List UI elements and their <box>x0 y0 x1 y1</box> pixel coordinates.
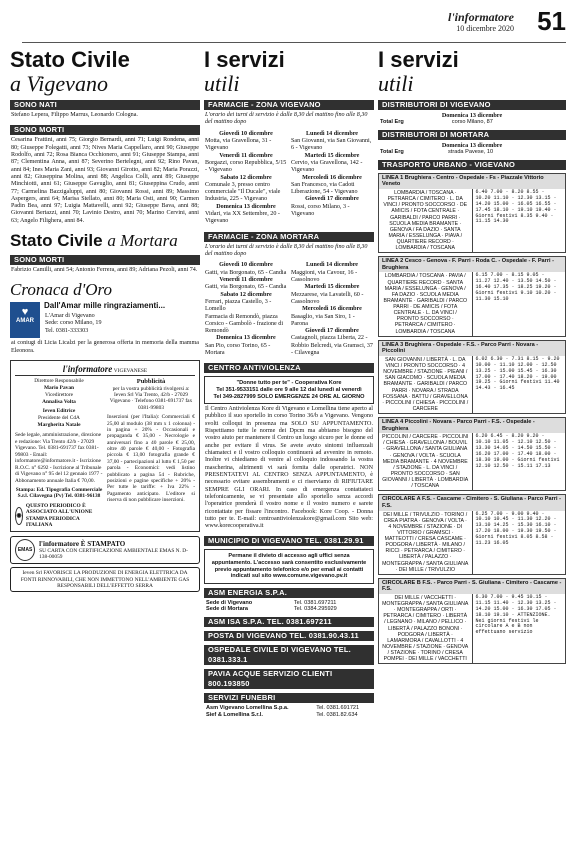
masthead-brand <box>448 10 514 34</box>
table-cell: Sief & Lomellina S.r.l. <box>206 711 263 718</box>
farmacie-mortara-bar: FARMACIE - ZONA MORTARA <box>204 232 374 242</box>
tariffe-text: Inserzioni (per l'Italia): Commerciali € 25,00 al modulo (38 mm x 1 colonna) - in pagina + 20% - Occasionali e propaganda € 35,00 - Necrologie e anniversari fino a 40 parole € 25,00, oltre 40 parole € 40,00 - Fotografia piccola € 13,00 fotografia grande € 37,00 - partecipazioni al lutto € 1,50 per parola - Economici: vedi listino pubblicato a pagina 54 - Rubriche, posizioni e pagine specifiche + 20% - Per tutte le tariffe: + Iva 22% - Pagamento anticipato. L'editore si riserva di non pubblicare inserzioni. <box>107 414 195 504</box>
bus-circolare-a <box>378 494 566 574</box>
servizi-subtitle: utili <box>204 71 240 96</box>
ospedale-bar: OSPEDALE CIVILE DI VIGEVANO TEL. 0381.333.1 <box>204 645 374 665</box>
farmacie-vigevano-intro: L'orario dei turni di servizio è dalle 8,30 del mattino fino alle 8,30 del mattino dopo <box>205 112 368 126</box>
table-row <box>378 119 566 126</box>
mortara-title <box>10 231 200 251</box>
turno-day: Giovedì 10 dicembre <box>219 262 273 269</box>
masthead-rule <box>22 42 566 43</box>
bus-line-stops: DEI MILLE / TRIVULZIO · TORINO / CREA PIATRA · GENOVA / VOLTA · 4 NOVEMBRE / STAZIONE · DI VITTORIO / GRAMSCI · MATTEOTTI / CRESA CASCAME · PODGORA / LIBERTÀ · MILANO / RICCI · PETRARCA / CIMITERO · LIBERTÀ / PALAZZO · MONTEGRAPPA / SANTA GIULIANA · DEI MILLE / TRIVULZIO <box>379 511 473 574</box>
servizi-subtitle-2: utili <box>378 71 414 96</box>
turno-text: Cervio, via Gravellona, 142 - Vigevano <box>291 159 363 174</box>
municipio-bar: MUNICIPIO DI VIGEVANO TEL. 0381.29.91 <box>204 536 374 546</box>
bus-line-1 <box>378 173 566 253</box>
turno-text: Farmacia di Remondò, piazza Corsico - Gambolò - frazione di Remondò <box>205 313 284 335</box>
farmacie-vigevano-bar: FARMACIE - ZONA VIGEVANO <box>204 100 374 110</box>
centro-antiviolenza-bar: CENTRO ANTIVIOLENZA <box>204 363 374 373</box>
distributori-vigevano-bar: DISTRIBUTORI DI VIGEVANO <box>378 100 566 110</box>
bus-line-header: LINEA 3 Brughiera - Ospedale - F.S. - Parco Parri - Novara - Piccolini <box>379 341 565 356</box>
bus-line-2 <box>378 256 566 336</box>
bus-line-stops: PICCOLINI / CARCERE · PICCOLINI / CHIESA · GRAVELLONA / BOUVIL · GRAVELLONA / SANTA GIULIANA · GENOVA / VOLTA · SCUOLA MEDIA BRAMANTE · 4 NOVEMBRE / STAZIONE · L. DA VINCI / PRONTO SOCCORSO · SAN GIOVANNI / LIBERTÀ · LOMBARDIA / TOSCANA <box>379 433 473 490</box>
turno-day: Giovedì 17 dicembre <box>305 196 359 203</box>
usp-text: QUESTO PERIODICO È ASSOCIATO ALL'UNIONE STAMPA PERIODICA ITALIANA <box>25 502 93 528</box>
bus-line-stops: DEI MILLE / VACCHETTI · MONTEGRAPPA / SANTA GIULIANA · MONTEGRAPPA / ORTI · PETRARCA / CIMITERO · LIBERTÀ / LEGNANO · MILANO / PELLICO · LIBERTÀ / PALAZZO BONONI · PODGORA / LIBERTÀ · LAMARMORA / CAVALLOTTI · 4 NOVEMBRE / STAZIONE · GENOVA / STAZIONE · TORINO / CRESA POMPEI · DEI MILLE / VACCHETTI <box>379 594 473 663</box>
turno-day: Giovedì 10 dicembre <box>219 130 273 137</box>
bus-line-header: LINEA 4 Piccolini - Novara - Parco Parri - F.S. - Ospedale - Brughiera <box>379 418 565 433</box>
bus-line-stops: LOMBARDIA / TOSCANA · PAVIA / QUARTIERE RECORD · SANTA MARIA / ESSELUNGA · GENOVA / FA DAZIO · SCUOLA MEDIA BRAMANTE · GARIBALDI / PARCO PARRI · DE AMICIS / FOTA CENTRALE · L. DA VINCI / PRONTO SOCCORSO · PETRARCA / CIMITERO · LOMBARDIA / TOSCANA <box>379 272 473 335</box>
distributori-vigevano-day: Domenica 13 dicembre <box>441 112 503 119</box>
turno-text: Castagnoli, piazza Liberta, 22 - Robbio Belcredi, via Gramsci, 37 - Cilavegna <box>291 335 373 357</box>
bus-line-header: LINEA 2 Cesco - Genova - F. Parri - Roda C. - Ospedale - F. Parri - Brughiera <box>379 257 565 272</box>
sono-nati-bar: SONO NATI <box>10 100 200 110</box>
farmacie-mortara-right <box>291 262 373 357</box>
turno-text: Comunale 3, presso centro commerciale "Il Ducale", viale Industria, 225 - Vigevano <box>205 181 281 203</box>
turno-text: Gatti, via Borgonato, 65 - Candia <box>205 284 287 291</box>
sono-morti-text: Cesarina Frattini, anni 75; Giorgio Bernardi, anni 71; Luigi Rondena, anni 80; Giuseppe Folegatti, anni 73; Nives Maria Cappellaro, anni 90; Giuseppe Rodolfo, anni 72; Rosa Bianca Occhionero, anni 91; Giuseppe Stampa, anni 87; Clementina Anna, anni 87; Severino Bertelegni, anni 92; Rino Pavan, anni 84; Ines Maria Zani, anni 93; Giovanni Girotto, anni 82; Maria Porazzi, anni 82; Giuseppina Molina, anni 88; Angelica Colli, anni 89; Giuseppe Minchiotti, anni 61; Giuseppe Gavuglio, anni 81; Giuseppina Crudo, anni 77; Carmelina Bazzigaluppi, anni 80; Giovanni Rossi, anni 89; Massimo Aspergers, anni 64; Marisa Stellato, anni 80; Maria Osti, anni 90; Carmen Padin Bea, anni 97; Luigia Mattavelli, anni 92; Giuseppe Bava, anni 88; Giovanni Bertazzi, anni 70; Lavinio Destro, anni 70; Marino Cervini, anni 63; Angelo Filighera, anni 84. <box>11 137 199 224</box>
heart-icon: ♥ <box>21 306 29 319</box>
legal-text: Sede legale, amministrazione, direzione e redazione: Via Trento 42/b - 27029 Vigevano. Tel. 0381-691737 fax 0381-99803 - Email: informatore@informatore.it - Iscrizione R.O.C. n° 6292 - Iscrizione al Tribunale di Vigevano n° 95 del 12 gennaio 1977 - Abbonamento annuale Italia € 70,00. <box>15 432 103 484</box>
colophon-logo-sub: VIGEVANESE <box>113 368 148 374</box>
distributori-mortara-table <box>378 149 566 156</box>
emas-box <box>10 536 200 564</box>
table-cell: Total Erg <box>380 119 404 126</box>
distributori-mortara-day: Domenica 13 dicembre <box>441 141 503 149</box>
bus-line-times: 6.40 7.00 · 8.20 8.55 · 10.20 11.10 · 12.30 13.15 · 14.20 15.00 · 16.05 16.55 · 17.45 18.10 · 19.10 19.40 · Giorni festivi 8.35 9.40 · 11.15 14.30 <box>475 189 557 225</box>
asm-energia-table <box>204 600 374 613</box>
staff-role: Presidente del CdA <box>38 415 80 422</box>
farmacie-vigevano-right <box>291 131 373 226</box>
servizi-funebri-bar: SERVIZI FUNEBRI <box>204 693 374 703</box>
stato-civile-subtitle: a Vigevano <box>10 71 108 96</box>
amar-headline: Dall'Amar mille ringraziamenti... <box>44 301 166 311</box>
cronaca-title: Cronaca d'Oro <box>10 280 113 300</box>
staff-name: Annalisa Volta <box>42 399 76 406</box>
bus-line-times: 6.15 7.00 · 8.15 9.05 · 11.27 12.40 · 13.50 14.50 · 16.40 17.35 · 18.25 19.20 · Giorni festivi 9.10 10.20 · 11.30 15.10 <box>475 272 557 302</box>
bus-line-header: LINEA 1 Brughiera - Centro - Ospedale - Fs - Piazzale Vittorio Veneto <box>379 174 565 189</box>
turno-text: Ferrari, piazza Castello, 3 - Lomello <box>205 298 272 313</box>
bus-line-times: 6.20 6.45 · 8.20 9.20 · 10.10 11.05 · 12.10 12.50 · 13.30 14.05 · 14.50 15.50 · 16.20 17.00 · 17.40 18.00 · 18.30 19.00 · Giorni festivi 12.10 12.50 · 15.11 17.13 <box>475 433 560 469</box>
farmacie-vigevano-left <box>205 131 287 226</box>
turno-day: Sabato 12 dicembre <box>220 174 272 181</box>
usp-block <box>15 503 103 529</box>
masthead-logo: l'informatore <box>447 10 514 24</box>
table-cell: Tel. 0381.82.634 <box>316 711 358 718</box>
colophon-logo <box>15 364 195 376</box>
sono-nati-text: Stefano Lepera, Filippo Marrus, Leonardo Cologna. <box>11 112 138 118</box>
turno-day: Giovedì 17 dicembre <box>305 328 359 335</box>
turno-day: Venerdì 11 dicembre <box>219 276 273 283</box>
masthead <box>0 0 580 40</box>
staff-role: Vicedirettore <box>44 392 74 399</box>
table-cell: Sede di Vigevano <box>206 599 253 606</box>
table-row <box>204 606 374 613</box>
turno-text: Gatti, via Borgonato, 65 - Candia <box>205 269 287 276</box>
pavia-acque-bar: PAVIA ACQUE SERVIZIO CLIENTI 800.193850 <box>204 669 374 689</box>
bus-line-4 <box>378 417 566 491</box>
pubblicita-text: per la vostra pubblicità rivolgersi a: Ieven Srl Via Trento, 42/b - 27029 Vigevano · Telefono 0381-691737 fax 0381-99803 <box>109 385 193 411</box>
turno-text: Motta, via Gravellona, 31 - Vigevano <box>205 137 272 152</box>
turno-text: San Francesco, via Cadoti Liberazione, 54 - Vigevano <box>291 181 358 196</box>
turno-day: Domenica 13 dicembre <box>216 203 276 210</box>
turno-text: San Pio, corso Torino, 65 - Mortara <box>205 342 271 357</box>
table-cell: Total Erg <box>380 149 404 156</box>
centro-antiviolenza-text: Il Centro Antiviolenza Kore di Vigevano e Lomellina tiene aperto al pubblico il suo sportello in corso Torino 36/b a Vigevano. Vengono svolti colloqui in presenza ma SOLO SU APPUNTAMENTO. Rispettiamo tutte le norme dei Dpcm ma abbiamo bisogno del vostro aiuto per mantenere il Centro un luogo sicuro per le donne ed anche per evitare il virus. Se avete avuto sintomi influenzali chiamateci e il vostro colloquio continuerà ad avvenire in remoto. Inoltre vi chiediamo di venire al colloquio indossando la vostra mascherina, altrimenti vi sarà fornita dalle operatrici. NON PRESENTATEVI AL CENTRO SENZA APPUNTAMENTO, è necessario evitare assembramenti e ci riserviamo di RIFIUTARE SEMPRE GLI ORARI. In caso di emergenza contattateci telefonicamente, se vi presentate allo sportello senza accordi l'operatrice prenderà il vostro nome e il vostro numero e sarete ricontattate per fissare l'incontro. Facebook: Kore Coop. - Donna tutto per te. E-mail: centroantiviolenzakore@gmail.com Sito web: www.korecooperativa.it <box>205 406 373 530</box>
turno-day: Mercoledì 16 dicembre <box>302 174 362 181</box>
municipio-text: Permane il divieto di accesso agli uffici senza appuntamento. L'accesso sarà consentito esclusivamente previo appuntamento telefonico e/o per email ai contatti indicati sul sito www.comune.vigevano.pv.it <box>204 549 374 583</box>
table-row <box>378 149 566 156</box>
column-servizi-utili-2 <box>378 48 566 664</box>
centro-antiviolenza-contacts: "Donne tutto per te" - Cooperativa Kore Tel 351-9533151 dalle ore 9 alle 12 dal lunedì al venerdì Tel 349-2827999 SOLO EMERGENZE 24 ORE AL GIORNO <box>204 376 374 404</box>
usp-logo-icon: ◉ <box>15 507 23 525</box>
distributori-mortara-bar: DISTRIBUTORI DI MORTARA <box>378 130 566 140</box>
turno-day: Lunedì 14 dicembre <box>305 262 359 269</box>
table-cell: Tel. 0384.295929 <box>293 606 337 613</box>
table-cell: Sede di Mortara <box>206 606 248 613</box>
table-row <box>204 600 374 607</box>
column-stato-civile <box>10 48 200 592</box>
amar-note: ai coniugi di Licia Licalzi per la generosa offerta in memoria della mamma Eleonora. <box>11 340 199 354</box>
servizi-funebri-table <box>204 705 374 718</box>
turno-day: Venerdì 11 dicembre <box>219 152 273 159</box>
stampa-text: Stampa: Ed. Tipografia Commerciale S.r.l. Cilavegna (Pv) Tel. 0381-96138 <box>15 487 103 500</box>
farmacie-mortara-left <box>205 262 287 357</box>
bus-line-times: 6.25 7.00 · 9.00 9.40 · 10.10 10.45 · 11.30 12.20 · 13.10 14.25 · 15.30 16.10 · 17.20 18.00 · 19.30 19.50 · Giorni festivi 8.05 8.58 · 11.23 16.05 <box>475 510 557 546</box>
turno-text: Maggioni, via Cavour, 16 - Cassolnovo <box>291 269 358 283</box>
turno-day: Martedì 15 dicembre <box>304 284 360 291</box>
emas-head: l'informatore È STAMPATO <box>39 539 126 548</box>
asm-isa-bar: ASM ISA S.P.A. TEL. 0381.697211 <box>204 617 374 627</box>
bus-line-header: CIRCOLARE A F.S. - Cascame - Cimitero - S. Giuliana - Parco Parri - F.S. <box>379 495 565 510</box>
pubblicita-head: Pubblicità <box>136 378 166 386</box>
bus-line-header: CIRCOLARE B F.S. - Parco Parri - S. Giuliana - Cimitero - Cascame - F.S. <box>379 579 565 594</box>
servizi-title: I servizi <box>204 48 285 72</box>
publisher-name: Ieven Editrice <box>42 408 76 415</box>
servizi-title-2: I servizi <box>378 48 459 72</box>
table-row <box>204 705 374 712</box>
bus-line-times: 6.30 7.00 · 9.45 10.15 · 11.15 11.40 · 12.30 13.25 · 14.20 15.00 · 16.30 17.05 · 18.10 19.10 · ATTENZIONE. Nei giorni festivi le circolare A e B non effettuano servizio <box>475 593 557 636</box>
trasporto-urbano-bar: TRASPORTO URBANO - VIGEVANO <box>378 160 566 170</box>
bus-line-stops: LOMBARDIA / TOSCANA · PETRARCA / CIMITERO · L. DA VINCI / PRONTO SOCCORSO · DE AMICIS / FOTA CENTRALE · GARIBALDI / PARCO PARRI · SCUOLA MEDIA BRAMANTE · GENOVA / FA DAZIO · SANTA MARIA / ESSELUNGA · PIAVA / QUARTIERE RECORD · LOMBARDIA / TOSCANA <box>379 189 473 252</box>
column-servizi-utili <box>204 48 374 718</box>
turno-text: Rossi, corso Milano, 3 - Vigevano <box>291 203 350 218</box>
farmacie-mortara-list <box>204 260 374 359</box>
turno-day: Sabato 12 dicembre <box>220 291 272 298</box>
sono-morti-bar: SONO MORTI <box>10 125 200 135</box>
turno-day: Martedì 15 dicembre <box>304 152 360 159</box>
turno-text: Vidari, via XX Settembre, 20 - Vigevano <box>205 211 280 225</box>
amar-logo-text: AMAR <box>16 318 34 325</box>
turno-text: Basaglio, via San Siro, 1 - Parona <box>291 313 355 327</box>
table-cell: strada Pavese, 10 <box>448 149 494 156</box>
colophon-logo-text: l'informatore <box>62 364 113 374</box>
amar-address: L'Amar di Vigevano Sede: corso Milano, 19 Tel. 0381-333303 <box>45 313 102 334</box>
turno-day: Domenica 13 dicembre <box>216 335 276 342</box>
amar-logo <box>10 302 40 338</box>
farmacie-vigevano-list <box>204 129 374 228</box>
amar-block <box>10 302 200 338</box>
distributori-vigevano-table <box>378 119 566 126</box>
mortara-title-sub: a Mortara <box>107 231 178 251</box>
farmacie-mortara-intro: L'orario dei turni di servizio è dalle 8,30 del mattino fino alle 8,30 del mattino dopo <box>205 243 368 257</box>
staff-name: Margherita Natale <box>37 422 81 429</box>
ieven-energy-note: Ieven Srl FAVORISCE LA PRODUZIONE DI ENERGIA ELETTRICA DA FONTI RINNOVABILI, CHE NON IMMETTONO NELL'AMBIENTE GAS RESPONSABILI DELL'EFFETTO SERRA <box>10 567 200 592</box>
turno-day: Mercoledì 16 dicembre <box>302 306 362 313</box>
mortara-title-main: Stato Civile <box>10 231 103 251</box>
bus-line-stops: SAN GIOVANNI / LIBERTÀ · L. DA VINCI / PRONTO SOCCORSO · 4 NOVEMBRE / STAZIONE · PIEANI / SAN GIACOMO · SCUOLA MEDIA BRAMANTE · GARIBALDI / PARCO PARRI · NOVARA / STRADA FOSSANA · BATTU / GRAVELLONA · PICCOLINI / CHIESA · PICCOLINI / CARCERE <box>379 356 473 413</box>
table-cell: Asm Vigevano Lomellina S.p.a. <box>206 705 289 712</box>
staff-list <box>15 378 103 429</box>
asm-energia-bar: ASM ENERGIA S.P.A. <box>204 588 374 598</box>
table-cell: Tel. 0381.697211 <box>293 599 337 606</box>
emas-text: SU CARTA CON CERTIFICAZIONE AMBIENTALE EMAS N. D-138-00059 <box>39 548 188 561</box>
posta-bar: POSTA DI VIGEVANO TEL. 0381.90.43.11 <box>204 631 374 641</box>
turno-text: San Giovanni, via San Giovanni, 6 - Vigevano <box>291 137 372 152</box>
bus-line-3 <box>378 340 566 414</box>
table-cell: Tel. 0381.691721 <box>316 705 360 712</box>
turno-day: Lunedì 14 dicembre <box>305 130 359 137</box>
staff-role: Direttore Responsabile <box>34 378 84 385</box>
colophon <box>10 360 200 532</box>
emas-logo-icon: EMAS <box>15 539 35 561</box>
masthead-date: 10 dicembre 2020 <box>456 24 514 34</box>
table-row <box>204 712 374 719</box>
bus-line-times: 6.02 6.30 · 7.31 8.15 · 9.20 10.00 · 11.10 12.00 · 12.50 13.25 · 15.00 15.45 · 16.30 17.00 · 17.40 18.20 · 19.00 19.25 · Giorni festivi 11.40 14.43 · 16.45 <box>475 355 560 392</box>
page-number: 51 <box>537 6 566 36</box>
stato-civile-title: Stato Civile <box>10 48 130 72</box>
mortara-morti-text: Fabrizio Camilli, anni 54; Antonio Ferrera, anni 89; Adriana Pezoli, anni 74. <box>11 267 198 274</box>
mortara-morti-bar: SONO MORTI <box>10 255 200 265</box>
bus-circolare-b <box>378 578 566 665</box>
turno-text: Mezzarese, via Lavatelli, 60 - Cassolnovo <box>291 291 364 305</box>
turno-text: Borgazzi, corso Repubblica, 5/15 - Vigevano <box>205 159 287 174</box>
staff-name: Mario Pavan <box>43 385 75 392</box>
table-cell: corso Milano, 87 <box>451 119 493 126</box>
